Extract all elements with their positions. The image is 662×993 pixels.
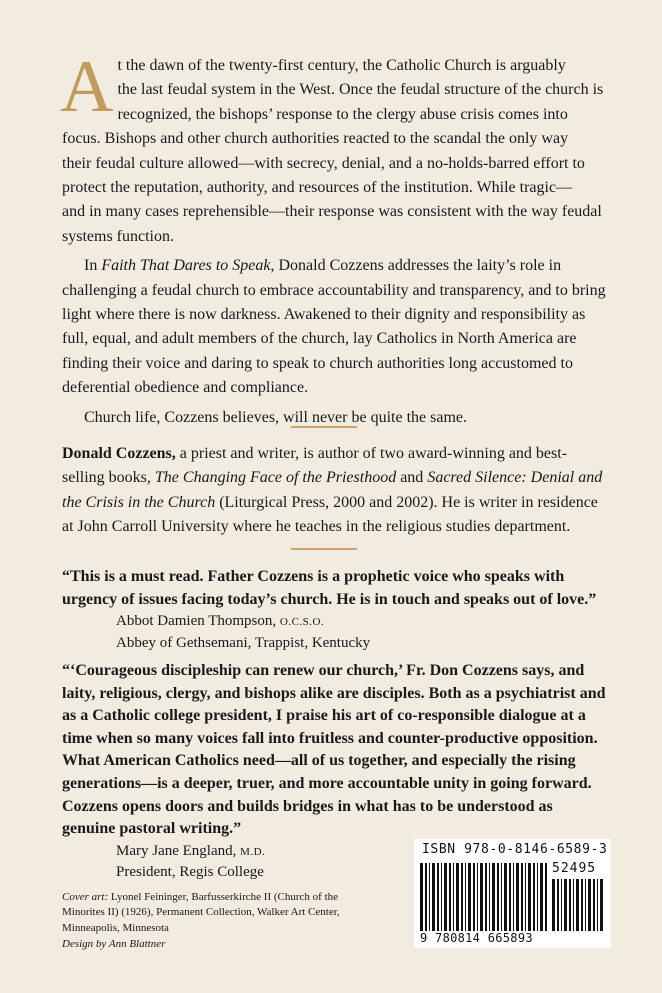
barcode-bar	[473, 863, 475, 931]
blurb-line: recognized, the bishops’ response to the clergy abuse crisis comes into	[117, 105, 568, 123]
blurb-line: systems function.	[62, 227, 174, 245]
barcode-bar	[432, 863, 435, 931]
barcode-bar	[501, 863, 502, 931]
barcode-bar	[477, 863, 478, 931]
barcode-bar	[497, 863, 499, 931]
blurb-line: and in many cases reprehensible—their response was consistent with the way feudal	[62, 203, 602, 221]
barcode-bar	[525, 863, 526, 931]
author-bio: Donald Cozzens, a priest and writer, is author of two award-winning and best-selling books, The Changing Face of the Priesthood and Sacred Silence: Denial and the Crisis in the Church (Liturgical Press, 2000 and 2002). He is writer in residence at John Carroll University where he teaches in the religious studies department.	[62, 445, 603, 536]
barcode-bar	[588, 879, 591, 931]
barcode-bar	[492, 863, 495, 931]
barcode-bar	[537, 863, 538, 931]
design-credit: Design by Ann Blattner	[62, 938, 166, 950]
barcode-bar	[552, 879, 555, 931]
barcode-bar	[540, 863, 543, 931]
barcode-bar	[437, 863, 439, 931]
divider-rule	[291, 426, 357, 428]
barcode-bar	[516, 863, 519, 931]
barcode-bar	[425, 863, 427, 931]
book-title: The Changing Face of the Priesthood	[154, 469, 397, 487]
blurb-paragraph-2: In Faith That Dares to Speak, Donald Cozzens addresses the laity’s role in challenging a feudal church to embrace accountability and transparency, and to bring light where there is now darkness. Awakened to their dignity and responsibility as full, equal, and adult members of the church, lay Catholics in North America are finding their voice and daring to speak to church authorities long accustomed to deferential obedience and compliance.	[62, 257, 606, 397]
barcode-bar	[461, 863, 463, 931]
barcode-bar	[420, 863, 423, 931]
barcode-bar	[569, 879, 571, 931]
barcode-bar	[557, 879, 559, 931]
endorser-name: Abbot Damien Thompson, O.C.S.O.	[116, 613, 325, 630]
blurb-paragraph-3: Church life, Cozzens believes, will never be quite the same.	[84, 408, 467, 426]
barcode-bar	[489, 863, 490, 931]
barcode-bar	[485, 863, 487, 931]
blurb-line: their feudal culture allowed—with secrecy, denial, and a no-holds-barred effort to	[62, 154, 585, 172]
isbn-number: ISBN 978-0-8146-6589-3	[422, 842, 608, 857]
author-name: Donald Cozzens,	[62, 445, 176, 462]
barcode-bar	[465, 863, 466, 931]
barcode-bar	[468, 863, 471, 931]
barcode-bar	[593, 879, 595, 931]
barcode-bar	[441, 863, 442, 931]
barcode-bar	[573, 879, 574, 931]
addon-bars	[552, 879, 604, 931]
blurb-line: focus. Bishops and other church authorities reacted to the scandal the only way	[62, 130, 569, 148]
barcode-bar	[521, 863, 523, 931]
blurb-line: protect the reputation, authority, and resources of the institution. While tragic—	[62, 179, 573, 197]
barcode-bar	[564, 879, 567, 931]
barcode-bar	[449, 863, 451, 931]
isbn-barcode	[414, 839, 611, 948]
divider-rule	[291, 548, 357, 550]
endorsement-text: “This is a must read. Father Cozzens is a prophetic voice who speaks with urgency of issues facing today’s church. He is in touch and speaks out of love.”	[62, 568, 597, 608]
barcode-bar	[480, 863, 483, 931]
barcode-bars	[420, 863, 548, 931]
barcode-bar	[528, 863, 531, 931]
barcode-bar	[504, 863, 507, 931]
barcode-bar	[576, 879, 579, 931]
drop-cap: A	[60, 46, 114, 128]
cover-art-credit: Cover art: Lyonel Feininger, Barfusserkirche II (Church of the Minorites II) (1926), Permanent Collection, Walker Art Center, Minneapolis, Minnesota	[62, 891, 340, 934]
blurb	[60, 46, 607, 430]
endorsement	[62, 566, 607, 653]
endorser-name: Mary Jane England, M.D.	[116, 842, 266, 859]
barcode-bar	[581, 879, 583, 931]
barcode-bar	[444, 863, 447, 931]
price-code: 52495	[552, 861, 597, 876]
barcode-bar	[597, 879, 598, 931]
blurb-line: the last feudal system in the West. Once the feudal structure of the church is	[117, 81, 604, 99]
endorser-affiliation: President, Regis College	[116, 864, 264, 881]
barcode-bar	[513, 863, 514, 931]
barcode-bar	[585, 879, 586, 931]
barcode-bar	[509, 863, 511, 931]
book-title: Faith That Dares to Speak	[101, 257, 271, 275]
barcode-bar	[545, 863, 547, 931]
barcode-bar	[453, 863, 454, 931]
barcode-digits: 9 780814 665893	[420, 931, 533, 945]
blurb-paragraph-1	[60, 46, 607, 249]
barcode-bar	[456, 863, 459, 931]
barcode-bar	[533, 863, 535, 931]
endorsement-text: “‘Courageous discipleship can renew our church,’ Fr. Don Cozzens says, and laity, religious, clergy, and bishops alike are disciples. Both as a psychiatrist and as a Catholic college president, I praise his art of co-responsible dialogue at a time when so many voices fall into fruitless and counter-productive opposition. What American Catholics need—all of us together, and especially the rising generations—is a deeper, truer, and more accountable unity in going forward. Cozzens opens doors and builds bridges in what has to be understood as genuine pastoral writing.”	[62, 662, 606, 838]
barcode-bar	[561, 879, 562, 931]
blurb-line: t the dawn of the twenty-first century, the Catholic Church is arguably	[117, 57, 566, 74]
endorser-affiliation: Abbey of Gethsemani, Trappist, Kentucky	[116, 634, 371, 651]
book-title: Sacred Silence: Denial and the Crisis in the Church	[62, 469, 603, 511]
barcode-bar	[429, 863, 430, 931]
barcode-bar	[600, 879, 603, 931]
